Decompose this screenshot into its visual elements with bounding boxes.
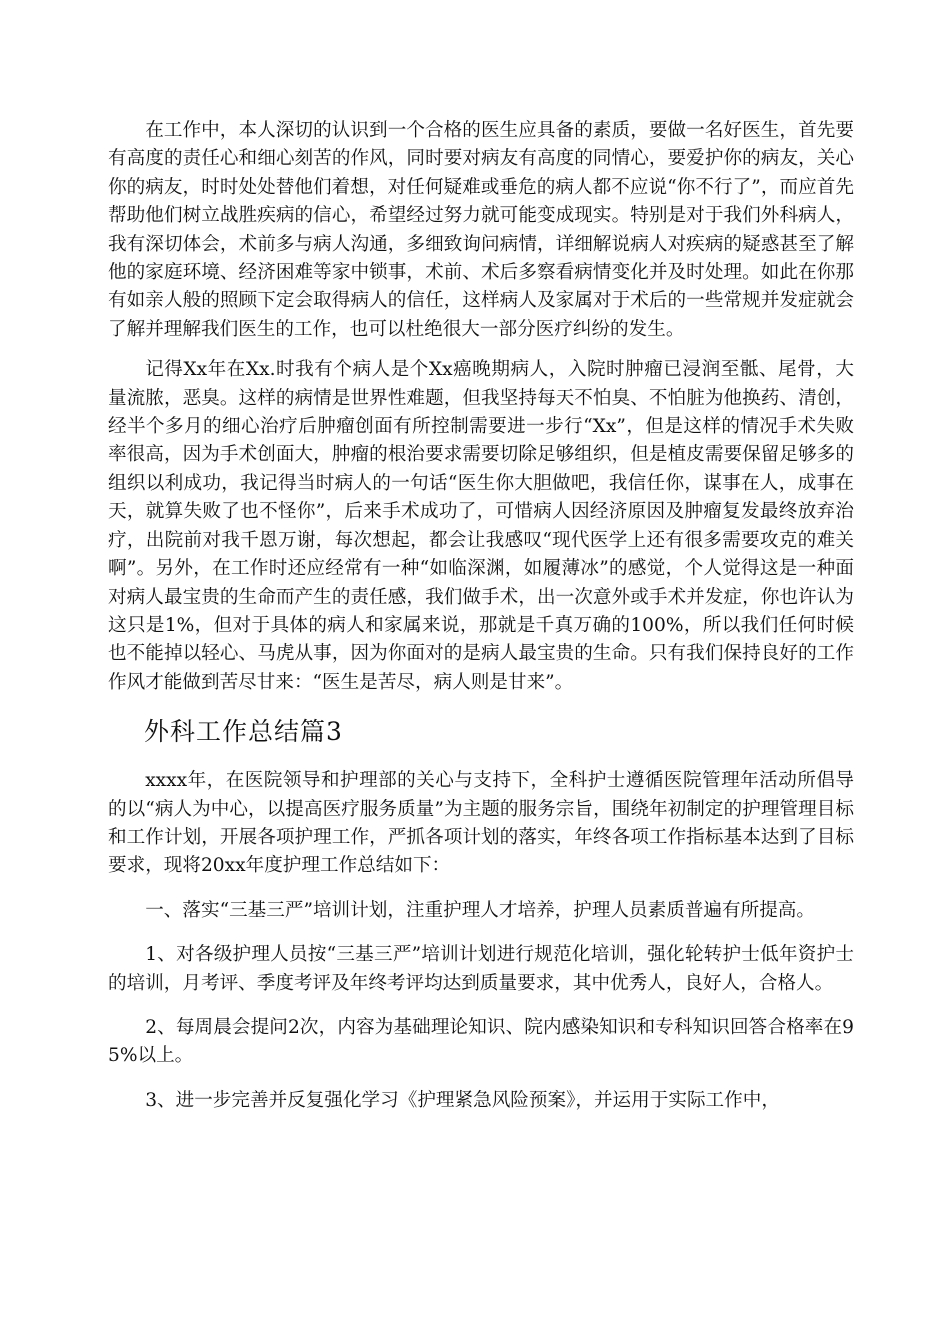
paragraph-item-2: 2、每周晨会提问2次，内容为基础理论知识、院内感染知识和专科知识回答合格率在95%以上。 xyxy=(108,1016,854,1067)
document-page xyxy=(108,117,854,1115)
paragraph-annual-summary: xxxx年，在医院领导和护理部的关心与支持下，全科护士遵循医院管理年活动所倡导的以“病人为中心，以提高医疗服务质量”为主题的服务宗旨，围绕年初制定的护理管理目标和工作计划，开展各项护理工作，严抓各项计划的落实，年终各项工作指标基本达到了目标要求，现将20xx年度护理工作总结如下： xyxy=(108,770,854,877)
paragraph-work-attitude: 在工作中，本人深切的认识到一个合格的医生应具备的素质，要做一名好医生，首先要有高度的责任心和细心刻苦的作风，同时要对病友有高度的同情心，要爱护你的病友，关心你的病友，时时处处替他们着想，对任何疑难或垂危的病人都不应说“你不行了”，而应首先帮助他们树立战胜疾病的信心，希望经过努力就可能变成现实。特别是对于我们外科病人，我有深切体会，术前多与病人沟通，多细致询问病情，详细解说病人对疾病的疑惑甚至了解他的家庭环境、经济困难等家中锁事，术前、术后多察看病情变化并及时处理。如此在你那有如亲人般的照顾下定会取得病人的信任，这样病人及家属对于术后的一些常规并发症就会了解并理解我们医生的工作，也可以杜绝很大一部分医疗纠纷的发生。 xyxy=(108,120,854,340)
paragraph-section-one: 一、落实“三基三严”培训计划，注重护理人才培养，护理人员素质普遍有所提高。 xyxy=(145,899,815,921)
paragraph-item-1: 1、对各级护理人员按“三基三严”培训计划进行规范化培训，强化轮转护士低年资护士的培训，月考评、季度考评及年终考评均达到质量要求，其中优秀人，良好人，合格人。 xyxy=(108,944,854,994)
paragraph-patient-story: 记得Xx年在Xx.时我有个病人是个Xx癌晚期病人，入院时肿瘤已浸润至骶、尾骨，大量流脓，恶臭。这样的病情是世界性难题，但我坚持每天不怕臭、不怕脏为他换药、清创，经半个多月的细心治疗后肿瘤创面有所控制需要进一步行“Xx”，但是这样的情况手术失败率很高，因为手术创面大，肿瘤的根治要求需要切除足够组织，但是植皮需要保留足够多的组织以利成功，我记得当时病人的一句话“医生你大胆做吧，我信任你，谋事在人，成事在天，就算失败了也不怪你”，后来手术成功了，可惜病人因经济原因及肿瘤复发最终放弃治疗，出院前对我千恩万谢，每次想起，都会让我感叹“现代医学上还有很多需要攻克的难关啊”。另外，在工作时还应经常有一种“如临深渊，如履薄冰”的感觉，个人觉得这是一种面对病人最宝贵的生命而产生的责任感，我们做手术，出一次意外或手术并发症，你也许认为这只是1%，但对于具体的病人和家属来说，那就是千真万确的100%，所以我们任何时候也不能掉以轻心、马虎从事，因为你面对的是病人最宝贵的生命。只有我们保持良好的工作作风才能做到苦尽甘来：“医生是苦尽，病人则是甘来”。 xyxy=(108,359,854,693)
section-heading: 外科工作总结篇3 xyxy=(144,717,343,747)
paragraph-item-3: 3、进一步完善并反复强化学习《护理紧急风险预案》，并运用于实际工作中， xyxy=(145,1089,780,1111)
